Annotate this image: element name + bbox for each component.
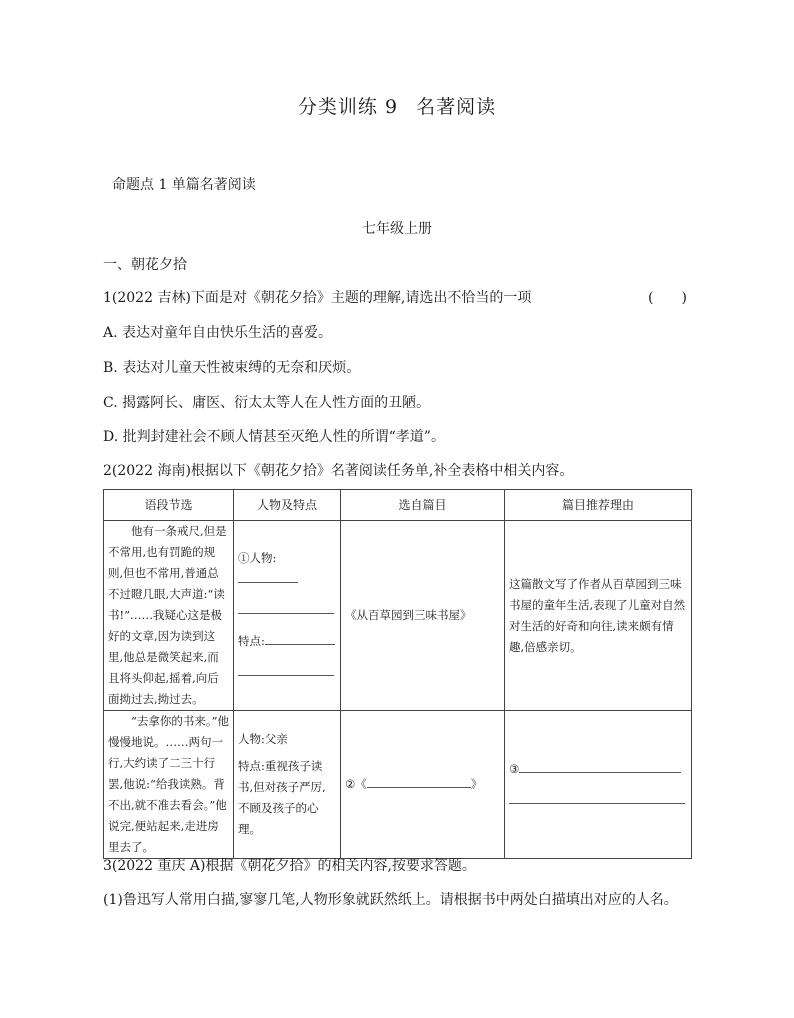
row2-source-prefix: ②《 [345, 777, 367, 791]
page-title [0, 92, 794, 119]
row2-reason-cell [505, 711, 692, 859]
row1-person-cell [234, 521, 341, 711]
header-person: 人物及特点 [234, 490, 341, 521]
answer-blank[interactable] [265, 632, 335, 645]
task-table [103, 489, 692, 859]
answer-blank[interactable] [238, 663, 334, 676]
row2-person: 人物:父亲 [238, 732, 288, 746]
row2-trait: 特点:重视孩子读书,但对孩子严厉,不顾及孩子的心理。 [238, 759, 326, 836]
q3-stem: 3(2022 重庆 A)根据《朝花夕拾》的相关内容,按要求答题。 [103, 858, 476, 874]
answer-blank[interactable] [238, 570, 298, 583]
row2-reason-label: ③ [509, 761, 520, 776]
row2-passage: “去拿你的书来。”他慢慢地说。……两句一行,大约读了二三十行罢,他说:“给我读熟。背不出,就不准去看会。”他说完,便站起来,走进房里去了。 [104, 711, 234, 859]
answer-blank[interactable] [238, 601, 334, 614]
q2-stem: 2(2022 海南)根据以下《朝花夕拾》名著阅读任务单,补全表格中相关内容。 [103, 463, 574, 479]
q1-stem: 1(2022 吉林)下面是对《朝花夕拾》主题的理解,请选出不恰当的一项 [103, 290, 532, 306]
answer-blank[interactable] [367, 775, 471, 788]
q1-answer-paren: ( ) [648, 290, 687, 306]
grade-heading: 七年级上册 [362, 221, 432, 237]
section-heading: 一、朝花夕拾 [103, 257, 187, 273]
subtitle: 命题点 1 单篇名著阅读 [112, 177, 256, 193]
answer-blank[interactable] [509, 791, 685, 804]
table-row [104, 521, 692, 711]
title-main: 分类训练 9 [297, 96, 399, 118]
q1-option-a: A. 表达对童年自由快乐生活的喜爱。 [103, 325, 333, 341]
header-source: 选自篇目 [341, 490, 505, 521]
header-passage: 语段节选 [104, 490, 234, 521]
answer-blank[interactable] [519, 760, 681, 773]
row2-source-suffix: 》 [470, 777, 483, 791]
q1-option-d: D. 批判封建社会不顾人情甚至灭绝人性的所谓“孝道”。 [103, 429, 445, 445]
row1-passage: 他有一条戒尺,但是不常用,也有罚跪的规则,但也不常用,普通总不过瞪几眼,大声道:“读书!”……我疑心这是极好的文章,因为读到这里,他总是微笑起来,而且将头仰起,摇着,向后面拗过去,拗过去。 [104, 521, 234, 711]
q1-option-c: C. 揭露阿长、庸医、衍太太等人在人性方面的丑陋。 [103, 395, 431, 411]
row1-person-label: ①人物: [238, 551, 277, 565]
q1-option-b: B. 表达对儿童天性被束缚的无奈和厌烦。 [103, 360, 361, 376]
row1-trait-label: 特点: [238, 634, 265, 648]
header-reason: 篇目推荐理由 [505, 490, 692, 521]
table-row [104, 711, 692, 859]
table-header-row [104, 490, 692, 521]
row2-person-cell [234, 711, 341, 859]
row1-source: 《从百草园到三味书屋》 [341, 521, 505, 711]
title-topic: 名著阅读 [416, 96, 497, 118]
row1-reason: 这篇散文写了作者从百草园到三味书屋的童年生活,表现了儿童对自然对生活的好奇和向往,读来颇有情趣,倍感亲切。 [505, 521, 692, 711]
q3-part1: (1)鲁迅写人常用白描,寥寥几笔,人物形象就跃然纸上。请根据书中两处白描填出对应的人名。 [103, 892, 678, 908]
row2-source-cell [341, 711, 505, 859]
